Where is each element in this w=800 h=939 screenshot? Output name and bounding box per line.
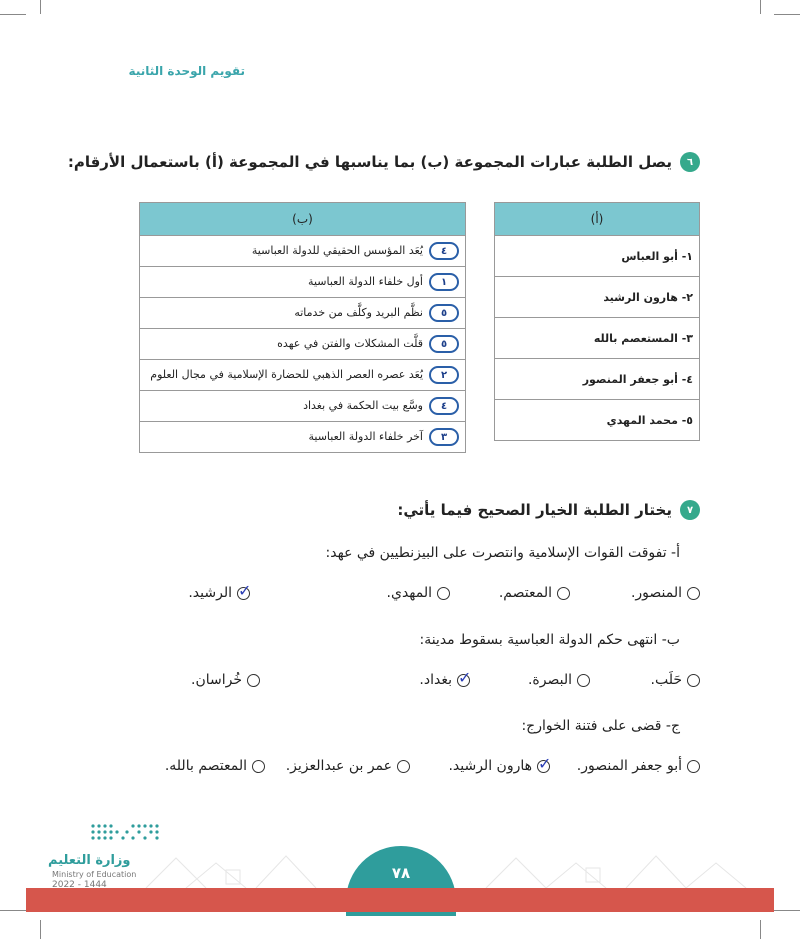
- mc-option-label: حَلَب.: [650, 672, 682, 688]
- radio-circle-icon[interactable]: [687, 674, 700, 687]
- mc-option[interactable]: [188, 580, 252, 601]
- radio-circle-icon[interactable]: [557, 587, 570, 600]
- crop-mark: [760, 0, 761, 14]
- crop-mark: [0, 910, 26, 911]
- radio-circle-icon[interactable]: [457, 667, 472, 687]
- crop-mark: [40, 920, 41, 939]
- radio-circle-icon[interactable]: [437, 587, 450, 600]
- radio-circle-icon[interactable]: [397, 760, 410, 773]
- caliph-name: ٣- المستعصم بالله: [495, 318, 700, 359]
- question-7-text: يختار الطلبة الخيار الصحيح فيما يأتي:: [397, 501, 672, 519]
- mc-question: ج- قضى على فتنة الخوارج:: [521, 718, 680, 734]
- question-6-number: ٦: [680, 152, 700, 172]
- caliph-name: ٢- هارون الرشيد: [495, 277, 700, 318]
- edition-year: 2022 - 1444: [52, 880, 107, 890]
- radio-circle-icon[interactable]: [687, 760, 700, 773]
- group-a-row: [495, 236, 700, 277]
- group-b-cell: [140, 422, 466, 453]
- radio-circle-icon[interactable]: [537, 753, 552, 773]
- mc-option-label: بغداد.: [419, 672, 452, 688]
- checkmark-icon: ✓: [538, 753, 552, 773]
- unit-title: تقويم الوحدة الثانية: [128, 64, 245, 78]
- mc-option[interactable]: [419, 667, 472, 688]
- question-7-heading: [397, 500, 700, 520]
- mc-option-label: عمر بن عبدالعزيز.: [285, 758, 392, 774]
- answer-badge: ٤: [429, 242, 459, 260]
- statement-text: نظَّم البريد وكلَّف من خدماته: [294, 306, 423, 319]
- group-b-cell: [140, 236, 466, 267]
- mc-option-label: المنصور.: [630, 585, 682, 601]
- statement-text: وسَّع بيت الحكمة في بغداد: [303, 399, 423, 412]
- mc-option-label: الرشيد.: [188, 585, 232, 601]
- answer-badge: ١: [429, 273, 459, 291]
- mc-option[interactable]: [651, 672, 701, 688]
- group-b-row: [140, 236, 466, 267]
- mc-option-label: البصرة.: [527, 672, 572, 688]
- crop-mark: [774, 910, 800, 911]
- mc-question: ب- انتهى حكم الدولة العباسية بسقوط مدينة:: [419, 632, 680, 648]
- crop-mark: [760, 920, 761, 939]
- mc-option-label: المعتصم بالله.: [164, 758, 247, 774]
- group-a-table: [494, 202, 700, 441]
- caliph-name: ٥- محمد المهدي: [495, 400, 700, 441]
- mc-option-label: المعتصم.: [498, 585, 552, 601]
- checkmark-icon: ✓: [458, 667, 472, 687]
- group-b-cell: [140, 329, 466, 360]
- group-b-header: (ب): [140, 203, 466, 236]
- mc-option[interactable]: [499, 585, 570, 601]
- mc-option[interactable]: [448, 753, 552, 774]
- ministry-name-ar: وزارة التعليم: [48, 853, 131, 868]
- answer-badge: ٥: [429, 335, 459, 353]
- group-b-cell: [140, 267, 466, 298]
- answer-badge: ٥: [429, 304, 459, 322]
- mc-option-label: هارون الرشيد.: [448, 758, 532, 774]
- question-6-text: يصل الطلبة عبارات المجموعة (ب) بما يناسبها في المجموعة (أ) باستعمال الأرقام:: [67, 153, 672, 171]
- group-a-row: [495, 400, 700, 441]
- answer-badge: ٢: [429, 366, 459, 384]
- group-b-cell: [140, 391, 466, 422]
- group-b-row: [140, 267, 466, 298]
- crop-mark: [0, 14, 26, 15]
- crop-mark: [774, 14, 800, 15]
- mc-option[interactable]: [631, 585, 700, 601]
- radio-circle-icon[interactable]: [577, 674, 590, 687]
- radio-circle-icon[interactable]: [687, 587, 700, 600]
- caliph-name: ١- أبو العباس: [495, 236, 700, 277]
- mc-option-label: أبو جعفر المنصور.: [576, 758, 682, 774]
- group-b-row: [140, 298, 466, 329]
- group-b-row: [140, 329, 466, 360]
- group-a-header: (أ): [495, 203, 700, 236]
- group-a-row: [495, 277, 700, 318]
- mc-option[interactable]: [191, 672, 260, 688]
- ministry-name-en: Ministry of Education: [52, 870, 137, 879]
- statement-text: أول خلفاء الدولة العباسية: [308, 275, 423, 288]
- statement-text: آخر خلفاء الدولة العباسية: [308, 430, 423, 443]
- crop-mark: [40, 0, 41, 14]
- statement-text: قلَّت المشكلات والفتن في عهده: [277, 337, 423, 350]
- ministry-logo-icon: [53, 822, 173, 844]
- mc-option[interactable]: [286, 758, 410, 774]
- group-a-row: [495, 359, 700, 400]
- mc-question: أ- تفوقت القوات الإسلامية وانتصرت على البيزنطيين في عهد:: [325, 545, 680, 561]
- mc-option[interactable]: [528, 672, 590, 688]
- group-b-cell: [140, 298, 466, 329]
- answer-badge: ٤: [429, 397, 459, 415]
- checkmark-icon: ✓: [238, 580, 252, 600]
- question-7-number: ٧: [680, 500, 700, 520]
- group-b-table: [139, 202, 466, 453]
- radio-circle-icon[interactable]: [247, 674, 260, 687]
- page-number: ٧٨: [391, 864, 411, 882]
- mc-option-label: خُراسان.: [191, 672, 242, 688]
- statement-text: يُعَد عصره العصر الذهبي للحضارة الإسلامية في مجال العلوم: [150, 368, 423, 381]
- group-b-row: [140, 360, 466, 391]
- mc-option[interactable]: [577, 758, 700, 774]
- group-b-cell: [140, 360, 466, 391]
- group-b-row: [140, 391, 466, 422]
- radio-circle-icon[interactable]: [237, 580, 252, 600]
- question-6-heading: [68, 152, 700, 172]
- mc-option-label: المهدي.: [386, 585, 432, 601]
- group-a-row: [495, 318, 700, 359]
- radio-circle-icon[interactable]: [252, 760, 265, 773]
- group-b-row: [140, 422, 466, 453]
- caliph-name: ٤- أبو جعفر المنصور: [495, 359, 700, 400]
- statement-text: يُعَد المؤسس الحقيقي للدولة العباسية: [251, 244, 423, 257]
- answer-badge: ٣: [429, 428, 459, 446]
- mc-option[interactable]: [387, 585, 450, 601]
- footer-bar: [26, 888, 774, 912]
- mc-option[interactable]: [165, 758, 265, 774]
